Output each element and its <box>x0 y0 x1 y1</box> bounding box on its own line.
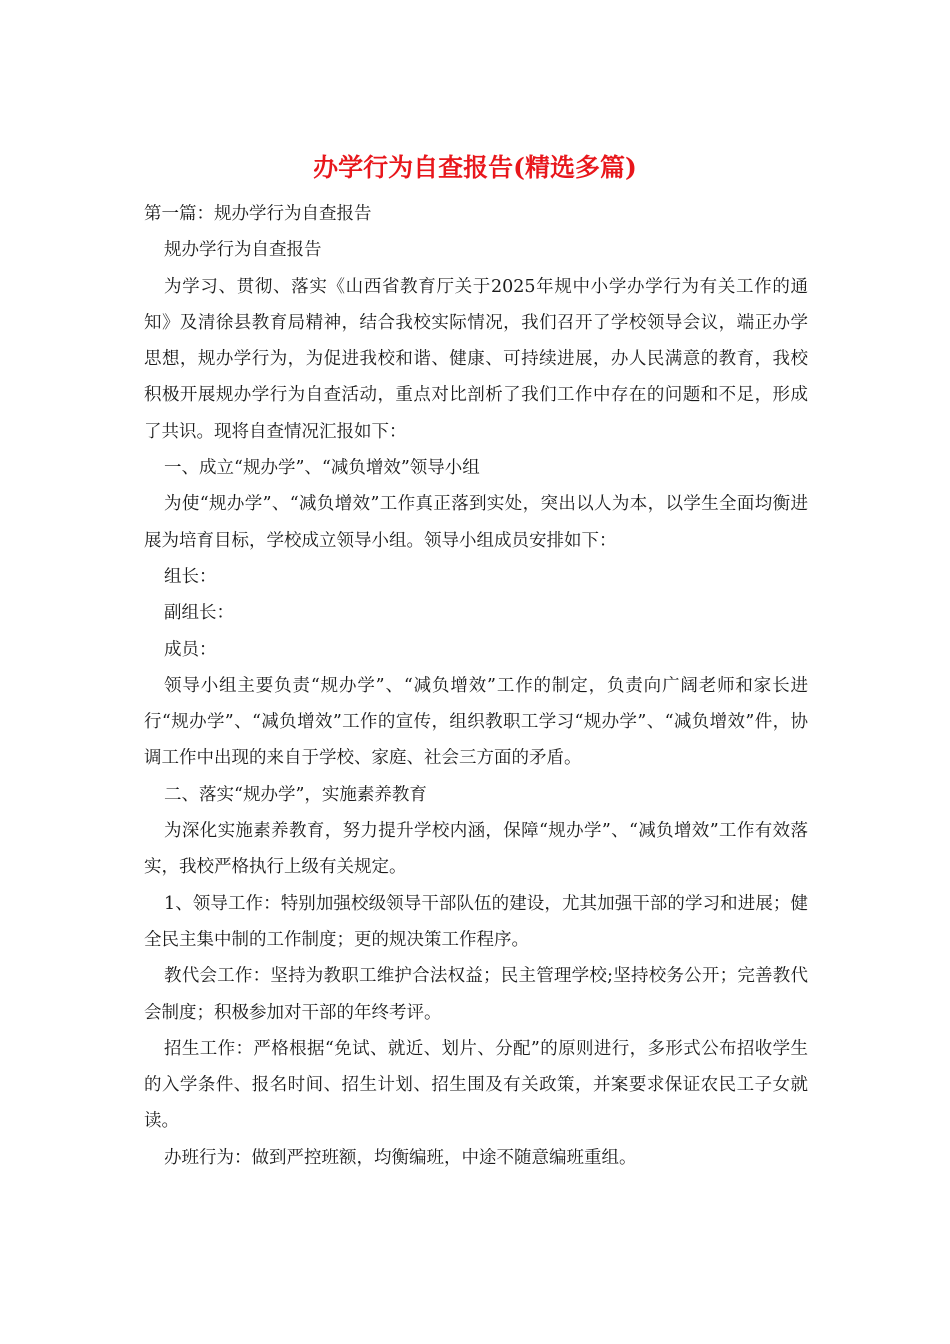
document-title: 办学行为自查报告(精选多篇) <box>313 153 637 182</box>
paragraph: 为学习、贯彻、落实《山西省教育厅关于2025年规中小学办学行为有关工作的通知》及清徐县教育局精神，结合我校实际情况，我们召开了学校领导会议，端正办学思想，规办学行为，为促进我校和谐、健康、可持续进展，办人民满意的教育，我校积极开展规办学行为自查活动，重点对比剖析了我们工作中存在的问题和不足，形成了共识。现将自查情况汇报如下： <box>144 276 808 442</box>
paragraph: 第一篇：规办学行为自查报告 <box>144 204 372 224</box>
paragraph: 1、领导工作：特别加强校级领导干部队伍的建设，尤其加强干部的学习和进展；健全民主集中制的工作制度；更的规决策工作程序。 <box>144 893 808 950</box>
document-body <box>144 196 808 1176</box>
paragraph: 副组长： <box>164 603 234 624</box>
paragraph: 组长： <box>164 566 217 587</box>
paragraph: 为使“规办学”、“减负增效”工作真正落到实处，突出以人为本，以学生全面均衡进展为培育目标，学校成立领导小组。领导小组成员安排如下： <box>144 494 808 551</box>
paragraph: 领导小组主要负责“规办学”、“减负增效”工作的制定，负责向广阔老师和家长进行“规办学”、“减负增效”工作的宣传，组织教职工学习“规办学”、“减负增效”件，协调工作中出现的来自于学校、家庭、社会三方面的矛盾。 <box>144 675 808 769</box>
paragraph: 教代会工作：坚持为教职工维护合法权益；民主管理学校;坚持校务公开；完善教代会制度；积极参加对干部的年终考评。 <box>144 966 808 1023</box>
paragraph: 一、成立“规办学”、“减负增效”领导小组 <box>164 458 480 479</box>
paragraph: 办班行为：做到严控班额，均衡编班，中途不随意编班重组。 <box>164 1147 637 1168</box>
paragraph: 二、落实“规办学”，实施素养教育 <box>164 784 427 805</box>
paragraph: 为深化实施素养教育，努力提升学校内涵，保障“规办学”、“减负增效”工作有效落实，我校严格执行上级有关规定。 <box>144 821 808 878</box>
paragraph: 规办学行为自查报告 <box>164 240 322 261</box>
paragraph: 招生工作：严格根据“免试、就近、划片、分配”的原则进行，多形式公布招收学生的入学条件、报名时间、招生计划、招生围及有关政策，并案要求保证农民工子女就读。 <box>144 1038 808 1132</box>
paragraph: 成员： <box>164 639 217 660</box>
